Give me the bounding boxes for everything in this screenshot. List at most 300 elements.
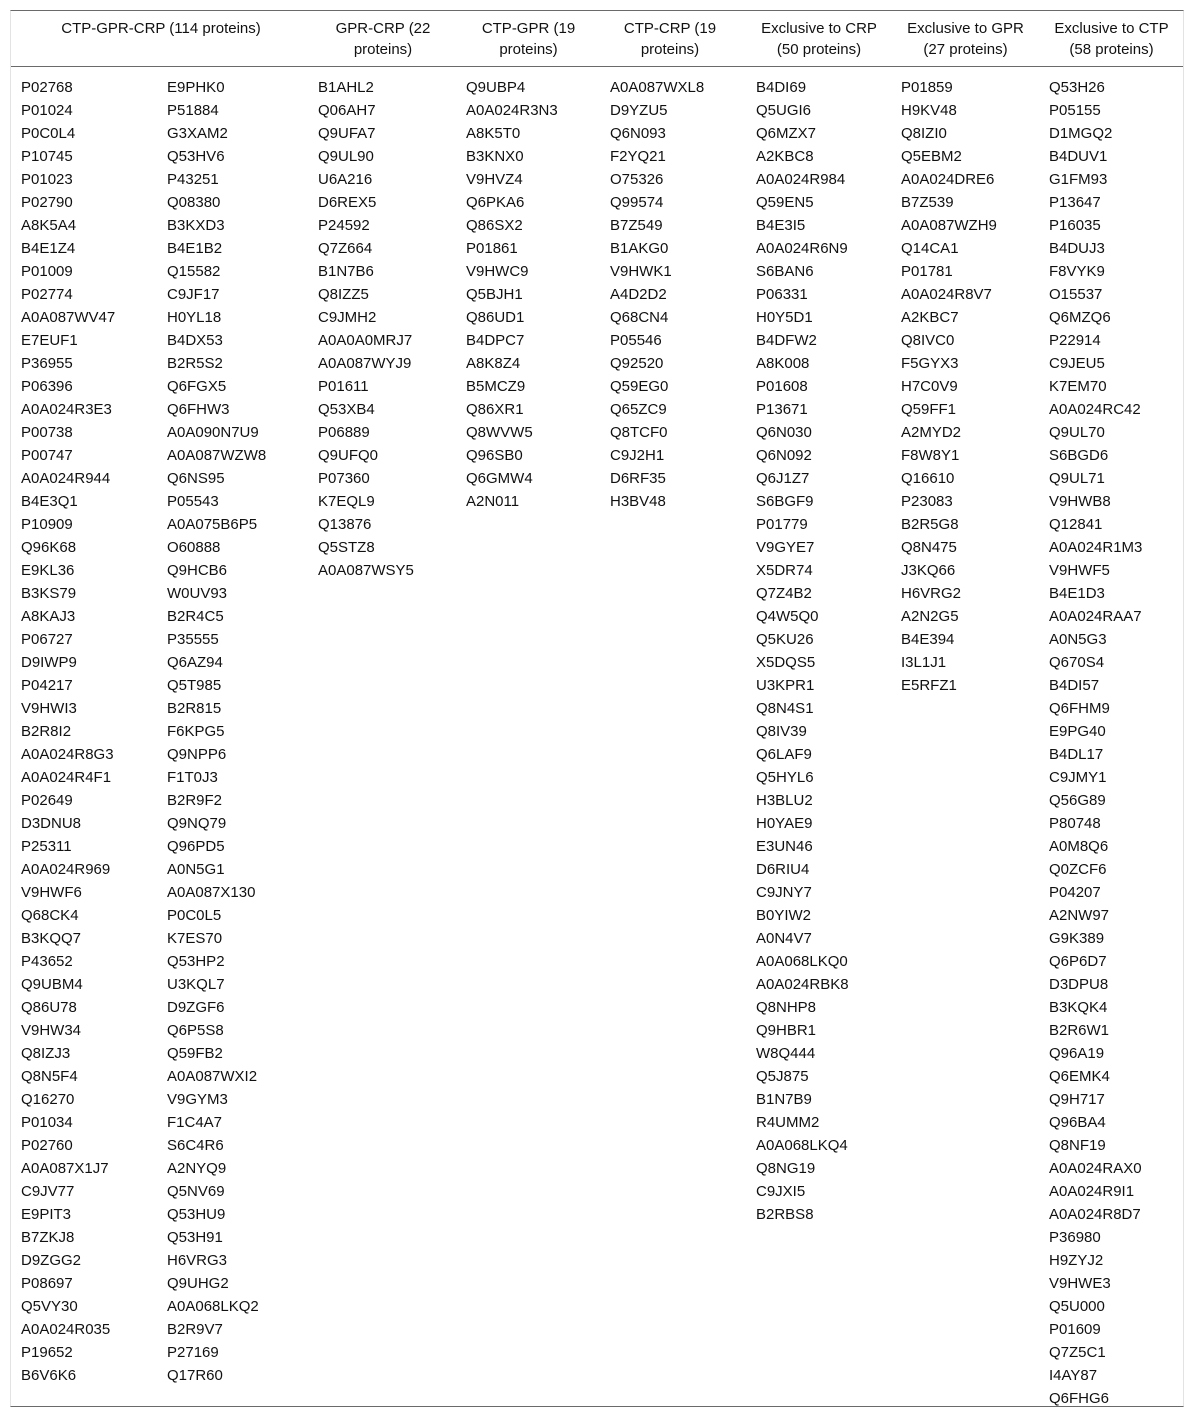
protein-id-cell: B7Z549	[610, 217, 663, 234]
protein-id-cell: A0A024R6N9	[756, 240, 848, 257]
protein-id-cell: P36980	[1049, 1229, 1101, 1246]
protein-id-cell: D6REX5	[318, 194, 377, 211]
protein-id-cell: Q8IVC0	[901, 332, 955, 349]
protein-id-cell: P16035	[1049, 217, 1101, 234]
protein-id-cell: D9IWP9	[21, 654, 77, 671]
column-gpr-crp	[318, 76, 414, 582]
protein-id-cell: Q5T985	[167, 677, 222, 694]
protein-id-cell: A4D2D2	[610, 286, 667, 303]
protein-id-cell: Q17R60	[167, 1367, 223, 1384]
protein-id-cell: B2R5G8	[901, 516, 959, 533]
protein-id-cell: Q9UL70	[1049, 424, 1105, 441]
protein-id-cell: Q9UFQ0	[318, 447, 379, 464]
protein-id-cell: Q8N4S1	[756, 700, 814, 717]
protein-id-cell: C9JF17	[167, 286, 220, 303]
protein-id-cell: Q16270	[21, 1091, 75, 1108]
protein-id-cell: Q6FHG6	[1049, 1390, 1110, 1407]
protein-id-cell: O15537	[1049, 286, 1103, 303]
protein-id-cell: Q9UBM4	[21, 976, 83, 993]
protein-id-cell: B3KQQ7	[21, 930, 82, 947]
protein-id-cell: B4DL17	[1049, 746, 1104, 763]
protein-id-cell: Q6J1Z7	[756, 470, 810, 487]
protein-id-cell: B2RBS8	[756, 1206, 814, 1223]
protein-id-cell: P51884	[167, 102, 219, 119]
protein-id-cell: F1T0J3	[167, 769, 218, 786]
protein-id-cell: A0A024RBK8	[756, 976, 849, 993]
protein-id-cell: Q6FHW3	[167, 401, 230, 418]
protein-id-cell: B4DUV1	[1049, 148, 1108, 165]
protein-id-cell: H6VRG2	[901, 585, 962, 602]
protein-id-cell: D9ZGG2	[21, 1252, 82, 1269]
protein-id-cell: Q13876	[318, 516, 372, 533]
protein-id-cell: Q68CN4	[610, 309, 669, 326]
protein-id-cell: Q8N5F4	[21, 1068, 78, 1085]
protein-id-cell: P00738	[21, 424, 73, 441]
protein-id-cell: B1AKG0	[610, 240, 669, 257]
protein-id-cell: A0N4V7	[756, 930, 812, 947]
protein-id-cell: P01023	[21, 171, 73, 188]
protein-id-cell: E9PIT3	[21, 1206, 72, 1223]
protein-id-cell: P07360	[318, 470, 370, 487]
protein-id-cell: Q9UL71	[1049, 470, 1105, 487]
protein-id-cell: Q8IZI0	[901, 125, 947, 142]
protein-id-cell: V9HWC9	[466, 263, 529, 280]
protein-id-cell: A0A024R8D7	[1049, 1206, 1141, 1223]
protein-id-cell: C9JEU5	[1049, 355, 1105, 372]
protein-id-cell: A0A024R1M3	[1049, 539, 1143, 556]
protein-id-cell: Q4W5Q0	[756, 608, 819, 625]
protein-id-cell: Q6PKA6	[466, 194, 525, 211]
protein-id-cell: Q6P6D7	[1049, 953, 1107, 970]
protein-id-cell: Q15582	[167, 263, 221, 280]
protein-id-cell: P02760	[21, 1137, 73, 1154]
protein-id-cell: P05155	[1049, 102, 1101, 119]
protein-id-cell: P01611	[318, 378, 369, 395]
protein-id-cell: U3KPR1	[756, 677, 815, 694]
protein-id-cell: Q96PD5	[167, 838, 225, 855]
protein-id-cell: H7C0V9	[901, 378, 958, 395]
protein-id-cell: A0A087WXL8	[610, 79, 705, 96]
protein-id-cell: B3KQK4	[1049, 999, 1108, 1016]
protein-id-cell: B3KXD3	[167, 217, 225, 234]
protein-id-cell: B4E1B2	[167, 240, 223, 257]
protein-id-cell: P01779	[756, 516, 808, 533]
protein-id-cell: Q6EMK4	[1049, 1068, 1110, 1085]
protein-id-cell: Q6MZQ6	[1049, 309, 1111, 326]
protein-id-cell: P04207	[1049, 884, 1101, 901]
protein-id-cell: P06331	[756, 286, 808, 303]
protein-id-cell: P00747	[21, 447, 73, 464]
protein-id-cell: B4E3I5	[756, 217, 806, 234]
protein-id-cell: A0A087WV47	[21, 309, 116, 326]
protein-id-cell: D6RF35	[610, 470, 666, 487]
protein-id-cell: B4DUJ3	[1049, 240, 1105, 257]
protein-id-cell: Q7Z4B2	[756, 585, 812, 602]
protein-id-cell: J3KQ66	[901, 562, 956, 579]
protein-id-cell: H6VRG3	[167, 1252, 228, 1269]
protein-id-cell: B2R5S2	[167, 355, 223, 372]
protein-id-cell: Q5EBM2	[901, 148, 962, 165]
protein-id-cell: Q92520	[610, 355, 664, 372]
protein-id-cell: A0N5G1	[167, 861, 225, 878]
protein-id-cell: P0C0L5	[167, 907, 222, 924]
protein-id-cell: I4AY87	[1049, 1367, 1098, 1384]
protein-id-cell: Q8IV39	[756, 723, 807, 740]
protein-id-cell: P25311	[21, 838, 72, 855]
protein-id-cell: Q9NQ79	[167, 815, 227, 832]
protein-id-cell: Q6LAF9	[756, 746, 812, 763]
protein-id-cell: B3KS79	[21, 585, 77, 602]
protein-id-cell: Q96BA4	[1049, 1114, 1106, 1131]
protein-id-cell: P43652	[21, 953, 73, 970]
protein-id-cell: P01861	[466, 240, 518, 257]
protein-id-cell: Q59EN5	[756, 194, 814, 211]
protein-id-cell: Q99574	[610, 194, 664, 211]
protein-id-cell: B4E3Q1	[21, 493, 78, 510]
protein-id-cell: Q5KU26	[756, 631, 814, 648]
protein-id-cell: A0A087WXI2	[167, 1068, 258, 1085]
protein-id-cell: Q08380	[167, 194, 221, 211]
protein-id-cell: G9K389	[1049, 930, 1105, 947]
protein-id-cell: V9HW34	[21, 1022, 82, 1039]
protein-id-cell: A0A087WYJ9	[318, 355, 412, 372]
protein-id-cell: Q14CA1	[901, 240, 959, 257]
protein-id-cell: Q6FHM9	[1049, 700, 1110, 717]
protein-id-cell: B4DFW2	[756, 332, 817, 349]
protein-id-cell: D9YZU5	[610, 102, 668, 119]
header-exclusive-gpr: Exclusive to GPR (27 proteins)	[907, 20, 1024, 58]
protein-id-cell: A0A087X1J7	[21, 1160, 109, 1177]
protein-id-cell: O60888	[167, 539, 221, 556]
protein-id-cell: F2YQ21	[610, 148, 666, 165]
protein-id-cell: Q96A19	[1049, 1045, 1105, 1062]
protein-id-cell: A2NW97	[1049, 907, 1110, 924]
protein-id-cell: P06889	[318, 424, 370, 441]
protein-id-cell: A8K8Z4	[466, 355, 521, 372]
protein-id-cell: P13671	[756, 401, 808, 418]
protein-id-cell: Q96SB0	[466, 447, 523, 464]
protein-id-cell: C9JMH2	[318, 309, 377, 326]
protein-id-cell: A8K5A4	[21, 217, 77, 234]
protein-id-cell: S6C4R6	[167, 1137, 224, 1154]
protein-id-cell: F8W8Y1	[901, 447, 960, 464]
protein-id-cell: P19652	[21, 1344, 73, 1361]
protein-id-cell: Q5VY30	[21, 1298, 78, 1315]
protein-id-cell: B0YIW2	[756, 907, 812, 924]
column-ctp-gpr-crp-b	[167, 76, 266, 1387]
protein-id-cell: G1FM93	[1049, 171, 1108, 188]
column-ctp-gpr	[466, 76, 558, 513]
protein-id-cell: A0A024R3N3	[466, 102, 558, 119]
protein-id-cell: B3KNX0	[466, 148, 524, 165]
protein-id-cell: A0A024R8G3	[21, 746, 114, 763]
protein-id-cell: Q6FGX5	[167, 378, 227, 395]
protein-id-cell: F6KPG5	[167, 723, 225, 740]
protein-id-cell: Q6GMW4	[466, 470, 533, 487]
protein-id-cell: A0A024RAA7	[1049, 608, 1142, 625]
protein-id-cell: Q5UGI6	[756, 102, 812, 119]
protein-id-cell: Q6N030	[756, 424, 812, 441]
protein-id-cell: Q68CK4	[21, 907, 79, 924]
header-ctp-gpr: CTP-GPR (19 proteins)	[481, 20, 576, 58]
protein-id-cell: A0M8Q6	[1049, 838, 1109, 855]
protein-id-cell: C9JXI5	[756, 1183, 806, 1200]
protein-id-cell: Q59FF1	[901, 401, 957, 418]
protein-id-cell: Q96K68	[21, 539, 77, 556]
protein-id-cell: E9KL36	[21, 562, 75, 579]
protein-id-cell: A0A087WSY5	[318, 562, 414, 579]
protein-id-cell: A8KAJ3	[21, 608, 76, 625]
protein-id-cell: P08697	[21, 1275, 73, 1292]
protein-id-cell: A0A024R035	[21, 1321, 111, 1338]
protein-id-cell: P35555	[167, 631, 219, 648]
protein-id-cell: V9GYM3	[167, 1091, 228, 1108]
protein-id-cell: H0YL18	[167, 309, 222, 326]
protein-id-cell: D3DNU8	[21, 815, 82, 832]
protein-id-cell: Q8N475	[901, 539, 957, 556]
protein-id-cell: P01859	[901, 79, 953, 96]
protein-id-cell: B2R6W1	[1049, 1022, 1110, 1039]
protein-id-cell: A8K5T0	[466, 125, 521, 142]
protein-id-cell: Q8IZJ3	[21, 1045, 71, 1062]
protein-id-cell: Q9UFA7	[318, 125, 376, 142]
protein-id-cell: A0A0A0MRJ7	[318, 332, 413, 349]
protein-id-cell: B1N7B9	[756, 1091, 812, 1108]
protein-id-cell: A0A024R984	[756, 171, 846, 188]
protein-id-cell: Q9H717	[1049, 1091, 1105, 1108]
protein-id-cell: P05546	[610, 332, 662, 349]
protein-id-cell: P02774	[21, 286, 73, 303]
protein-id-cell: P10745	[21, 148, 73, 165]
protein-id-cell: B2R9V7	[167, 1321, 223, 1338]
protein-id-cell: P06396	[21, 378, 73, 395]
protein-id-cell: P01034	[21, 1114, 73, 1131]
protein-id-cell: H3BV48	[610, 493, 666, 510]
protein-id-cell: C9JV77	[21, 1183, 75, 1200]
protein-id-cell: Q53HU9	[167, 1206, 226, 1223]
protein-id-cell: Q9NPP6	[167, 746, 227, 763]
protein-id-cell: A0A024R3E3	[21, 401, 112, 418]
protein-id-cell: A8K008	[756, 355, 810, 372]
protein-id-cell: A0A024RC42	[1049, 401, 1141, 418]
protein-id-cell: P10909	[21, 516, 73, 533]
protein-id-cell: B4DI57	[1049, 677, 1100, 694]
protein-id-cell: F5GYX3	[901, 355, 959, 372]
header-exclusive-crp: Exclusive to CRP (50 proteins)	[761, 20, 877, 58]
protein-id-cell: H0YAE9	[756, 815, 813, 832]
protein-id-cell: V9HWK1	[610, 263, 672, 280]
protein-id-cell: E3UN46	[756, 838, 813, 855]
protein-id-cell: A0A087WZH9	[901, 217, 997, 234]
protein-id-cell: Q9HCB6	[167, 562, 228, 579]
protein-id-cell: Q5U000	[1049, 1298, 1105, 1315]
protein-id-cell: B1AHL2	[318, 79, 374, 96]
protein-id-cell: A2KBC8	[756, 148, 814, 165]
protein-id-cell: P02768	[21, 79, 73, 96]
protein-id-cell: P80748	[1049, 815, 1101, 832]
protein-id-cell: A0A068LKQ2	[167, 1298, 259, 1315]
protein-id-cell: S6BAN6	[756, 263, 814, 280]
protein-id-cell: Q16610	[901, 470, 955, 487]
protein-id-cell: P27169	[167, 1344, 219, 1361]
protein-id-cell: Q6P5S8	[167, 1022, 224, 1039]
protein-id-cell: E9PHK0	[167, 79, 225, 96]
protein-id-cell: Q8NG19	[756, 1160, 816, 1177]
protein-id-cell: A2NYQ9	[167, 1160, 227, 1177]
header-ctp-crp: CTP-CRP (19 proteins)	[623, 20, 717, 58]
protein-id-cell: K7ES70	[167, 930, 223, 947]
protein-id-cell: E5RFZ1	[901, 677, 957, 694]
protein-id-cell: Q12841	[1049, 516, 1103, 533]
protein-id-cell: Q5BJH1	[466, 286, 523, 303]
protein-id-cell: E9PG40	[1049, 723, 1106, 740]
protein-id-cell: Q8NHP8	[756, 999, 817, 1016]
protein-id-cell: P01009	[21, 263, 73, 280]
protein-id-cell: Q53XB4	[318, 401, 375, 418]
protein-id-cell: B2R4C5	[167, 608, 224, 625]
protein-id-cell: S6BGD6	[1049, 447, 1109, 464]
protein-id-cell: Q8IZZ5	[318, 286, 369, 303]
protein-id-cell: Q53H91	[167, 1229, 223, 1246]
protein-id-cell: P24592	[318, 217, 370, 234]
protein-id-cell: Q6N092	[756, 447, 812, 464]
protein-id-cell: O75326	[610, 171, 664, 188]
protein-id-cell: P23083	[901, 493, 953, 510]
protein-id-cell: B4E394	[901, 631, 955, 648]
protein-id-cell: K7EQL9	[318, 493, 375, 510]
protein-id-cell: X5DQS5	[756, 654, 816, 671]
protein-id-cell: H9ZYJ2	[1049, 1252, 1104, 1269]
protein-id-cell: Q53H26	[1049, 79, 1105, 96]
protein-id-cell: A0A068LKQ0	[756, 953, 848, 970]
protein-id-cell: P02790	[21, 194, 73, 211]
protein-id-cell: A2MYD2	[901, 424, 962, 441]
protein-id-cell: F8VYK9	[1049, 263, 1105, 280]
protein-id-cell: Q7Z664	[318, 240, 373, 257]
protein-id-cell: X5DR74	[756, 562, 813, 579]
protein-id-cell: B4E1D3	[1049, 585, 1105, 602]
protein-id-cell: P02649	[21, 792, 73, 809]
protein-id-cell: V9HWF6	[21, 884, 82, 901]
protein-id-cell: Q8WVW5	[466, 424, 533, 441]
protein-id-cell: P05543	[167, 493, 219, 510]
protein-id-cell: I3L1J1	[901, 654, 947, 671]
protein-id-cell: A0A024RAX0	[1049, 1160, 1142, 1177]
protein-id-cell: B6V6K6	[21, 1367, 77, 1384]
protein-id-cell: V9GYE7	[756, 539, 815, 556]
protein-id-cell: Q8NF19	[1049, 1137, 1106, 1154]
protein-id-cell: P04217	[21, 677, 73, 694]
column-exclusive-gpr	[901, 76, 997, 697]
protein-id-cell: B2R815	[167, 700, 222, 717]
protein-id-cell: P13647	[1049, 194, 1101, 211]
protein-id-cell: Q9UHG2	[167, 1275, 229, 1292]
protein-id-cell: F1C4A7	[167, 1114, 223, 1131]
protein-id-cell: A0A087X130	[167, 884, 256, 901]
protein-id-cell: B5MCZ9	[466, 378, 526, 395]
column-ctp-gpr-crp-a	[21, 76, 115, 1387]
protein-id-cell: Q5J875	[756, 1068, 809, 1085]
protein-id-cell: A0A024R8V7	[901, 286, 992, 303]
protein-id-cell: Q86SX2	[466, 217, 523, 234]
protein-id-cell: D6RIU4	[756, 861, 810, 878]
protein-id-cell: A0A090N7U9	[167, 424, 259, 441]
protein-id-cell: B7ZKJ8	[21, 1229, 75, 1246]
header-gpr-crp: GPR-CRP (22 proteins)	[335, 20, 431, 58]
protein-id-cell: Q53HV6	[167, 148, 225, 165]
protein-id-cell: B4DPC7	[466, 332, 525, 349]
protein-id-cell: Q65ZC9	[610, 401, 667, 418]
protein-id-cell: P01609	[1049, 1321, 1101, 1338]
protein-id-cell: U3KQL7	[167, 976, 225, 993]
protein-id-cell: A0A024R944	[21, 470, 111, 487]
protein-id-cell: Q9HBR1	[756, 1022, 817, 1039]
protein-id-cell: G3XAM2	[167, 125, 228, 142]
protein-id-cell: Q86UD1	[466, 309, 525, 326]
protein-id-cell: W8Q444	[756, 1045, 816, 1062]
protein-id-cell: A0A024R9I1	[1049, 1183, 1135, 1200]
protein-table	[10, 10, 1184, 1407]
protein-id-cell: H3BLU2	[756, 792, 813, 809]
protein-id-cell: V9HWF5	[1049, 562, 1110, 579]
protein-id-cell: A2N011	[466, 493, 520, 510]
protein-id-cell: A2N2G5	[901, 608, 959, 625]
protein-id-cell: C9JMY1	[1049, 769, 1107, 786]
protein-id-cell: Q59EG0	[610, 378, 669, 395]
protein-id-cell: Q86XR1	[466, 401, 524, 418]
protein-id-cell: B2R8I2	[21, 723, 72, 740]
protein-id-cell: P01608	[756, 378, 808, 395]
column-ctp-crp	[610, 76, 704, 513]
protein-id-cell: P0C0L4	[21, 125, 76, 142]
protein-id-cell: P06727	[21, 631, 73, 648]
protein-id-cell: C9JNY7	[756, 884, 812, 901]
protein-id-cell: H0Y5D1	[756, 309, 813, 326]
protein-id-cell: Q9UL90	[318, 148, 374, 165]
protein-id-cell: A0A075B6P5	[167, 516, 258, 533]
protein-id-cell: Q670S4	[1049, 654, 1105, 671]
protein-id-cell: Q56G89	[1049, 792, 1106, 809]
protein-id-cell: B2R9F2	[167, 792, 223, 809]
header-exclusive-ctp: Exclusive to CTP (58 proteins)	[1054, 20, 1169, 58]
protein-id-cell: E7EUF1	[21, 332, 78, 349]
protein-id-cell: P22914	[1049, 332, 1101, 349]
column-exclusive-crp	[756, 76, 849, 1226]
protein-id-cell: V9HWB8	[1049, 493, 1111, 510]
protein-id-cell: V9HWE3	[1049, 1275, 1111, 1292]
protein-id-cell: A0A068LKQ4	[756, 1137, 848, 1154]
protein-id-cell: Q06AH7	[318, 102, 376, 119]
protein-id-cell: U6A216	[318, 171, 373, 188]
column-exclusive-ctp	[1049, 76, 1142, 1410]
protein-id-cell: Q6AZ94	[167, 654, 223, 671]
protein-id-cell: A0A087WZW8	[167, 447, 267, 464]
protein-id-cell: A0A024R4F1	[21, 769, 112, 786]
protein-id-cell: P43251	[167, 171, 219, 188]
protein-id-cell: V9HWI3	[21, 700, 77, 717]
protein-id-cell: A0N5G3	[1049, 631, 1107, 648]
protein-id-cell: Q9UBP4	[466, 79, 526, 96]
protein-id-cell: V9HVZ4	[466, 171, 523, 188]
protein-id-cell: Q5STZ8	[318, 539, 375, 556]
protein-id-cell: Q8TCF0	[610, 424, 668, 441]
protein-id-cell: K7EM70	[1049, 378, 1107, 395]
table-header-row	[11, 11, 1183, 67]
protein-id-cell: A2KBC7	[901, 309, 959, 326]
protein-id-cell: B1N7B6	[318, 263, 374, 280]
protein-id-cell: P01024	[21, 102, 73, 119]
protein-id-cell: A0A024DRE6	[901, 171, 995, 188]
